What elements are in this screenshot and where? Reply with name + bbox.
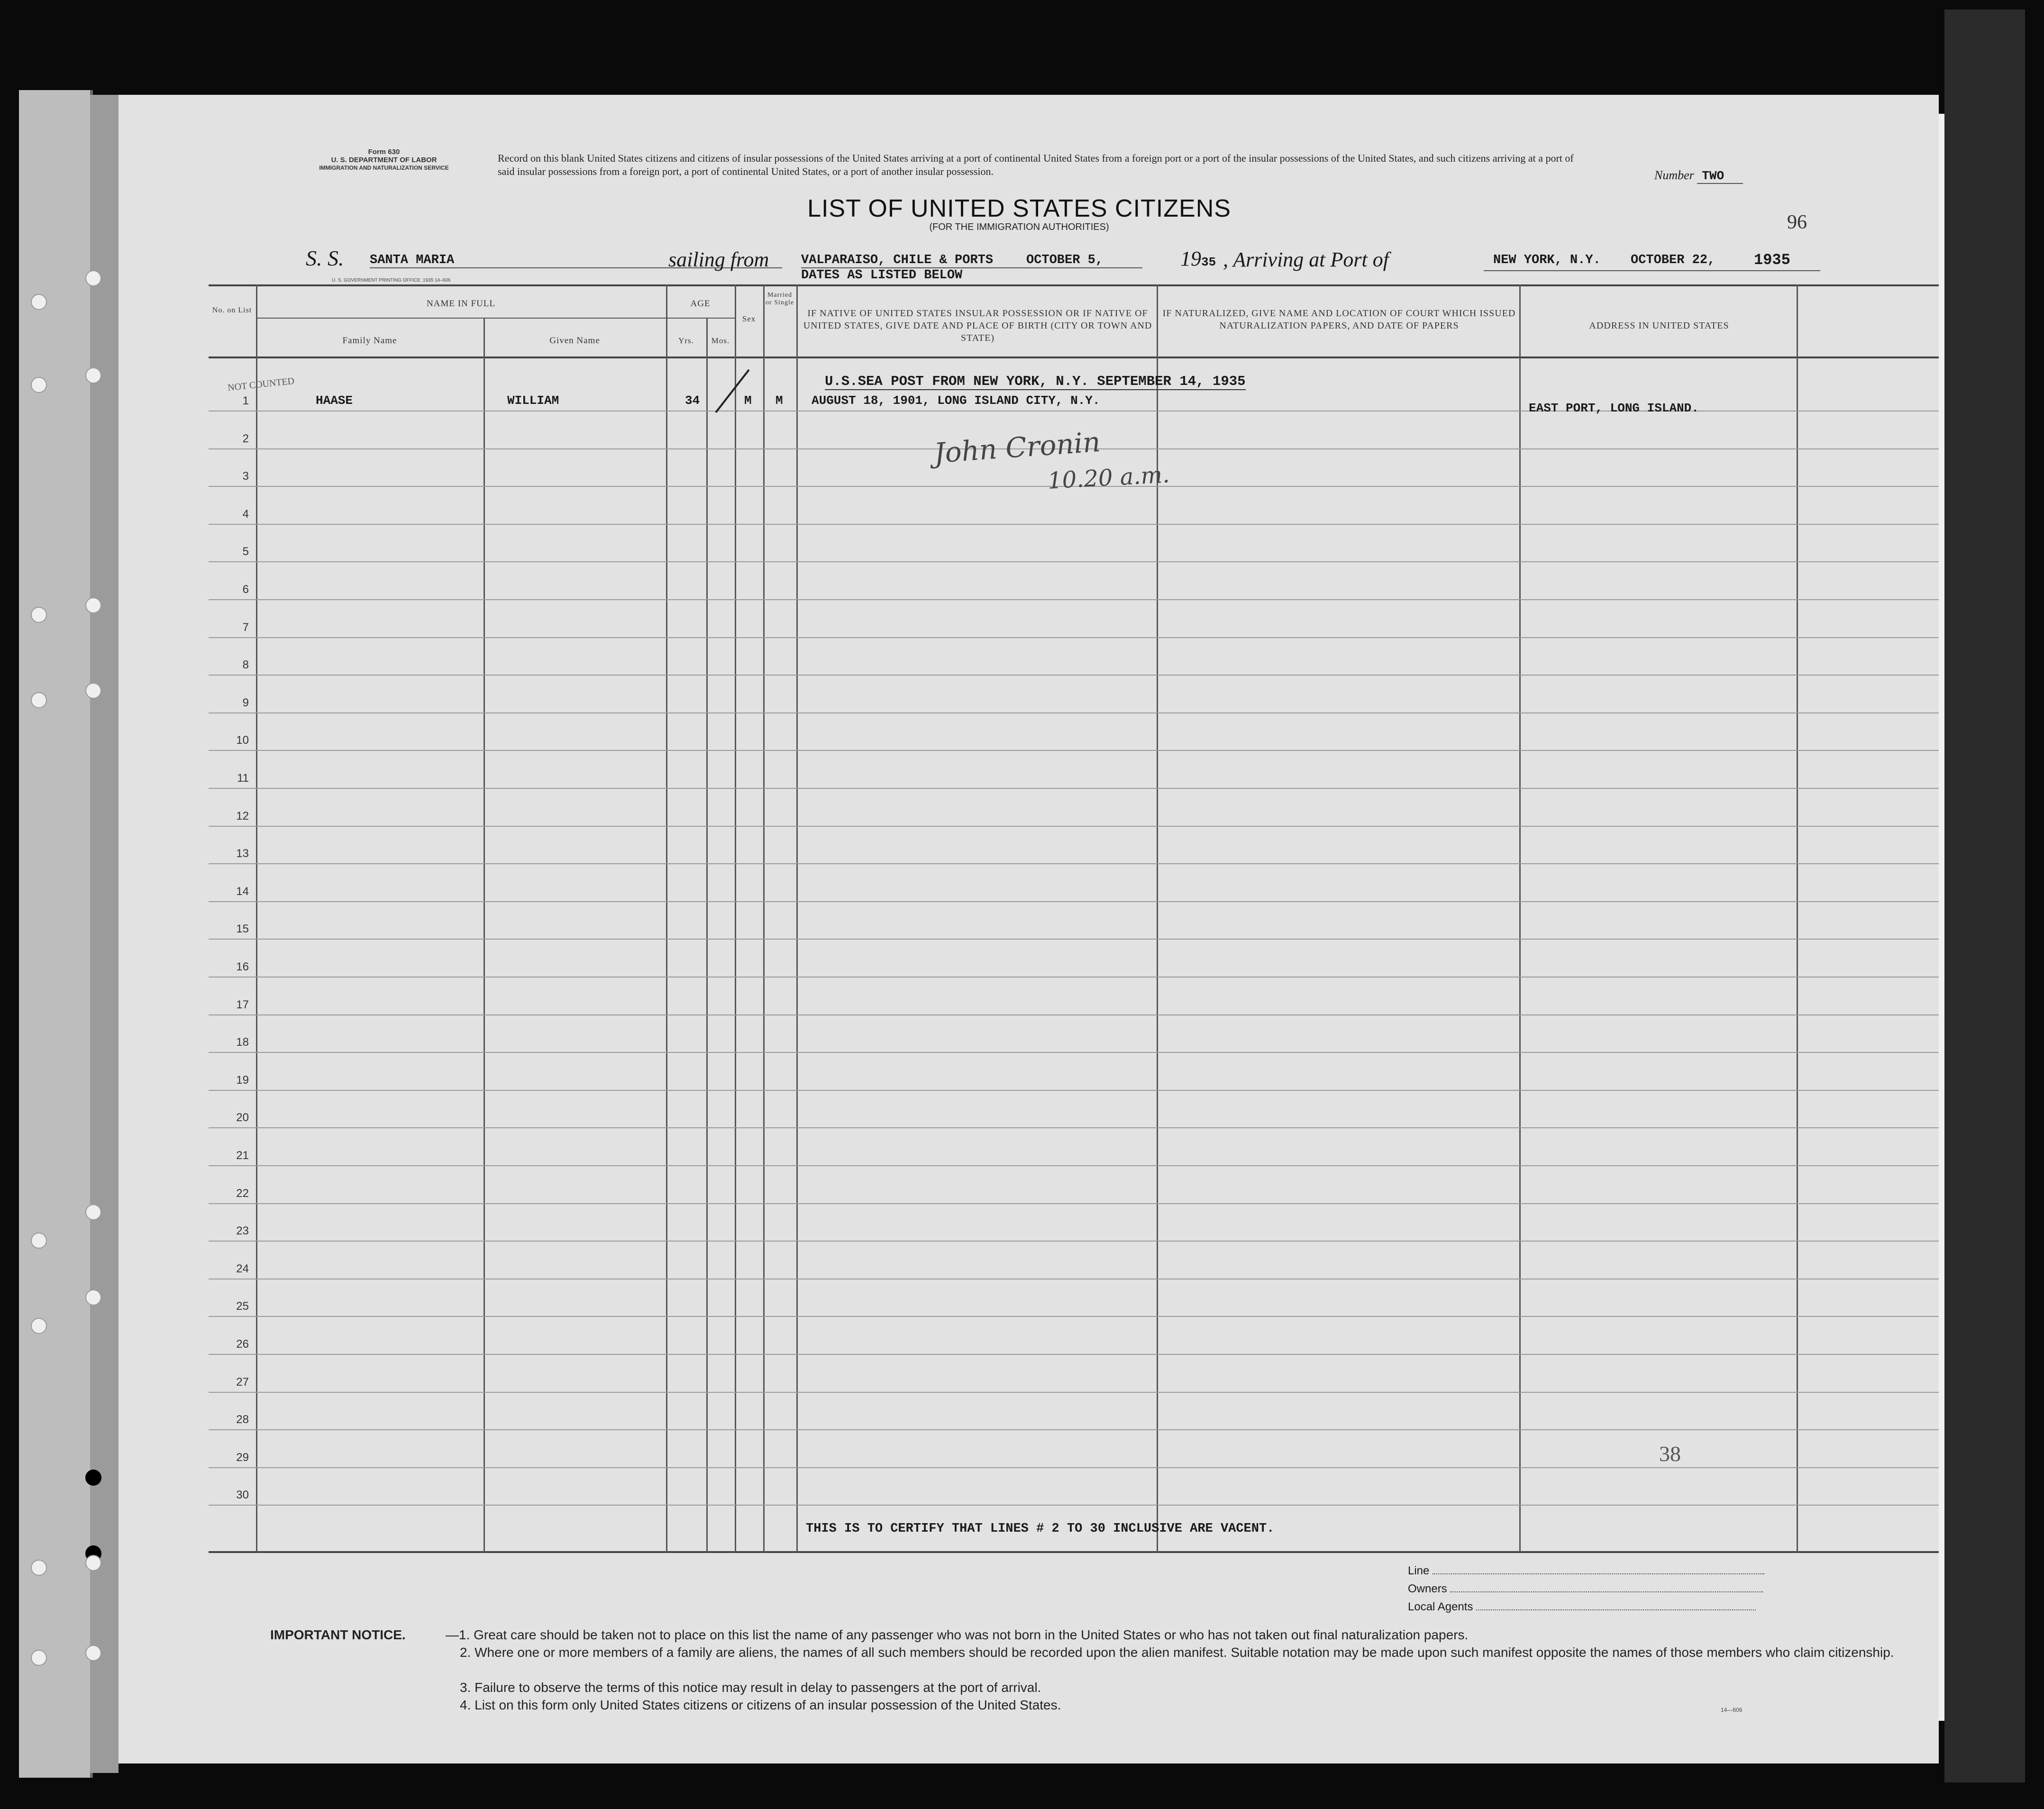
row-rule bbox=[209, 1165, 1939, 1166]
header-naturalized: IF NATURALIZED, GIVE NAME AND LOCATION OF COURT WHICH ISSUED NATURALIZATION PAPERS, AND DATE OF PAPERS bbox=[1162, 308, 1516, 331]
col-line bbox=[735, 284, 736, 1553]
punch-hole bbox=[85, 270, 101, 286]
header-age: AGE bbox=[690, 299, 711, 309]
col-line bbox=[763, 284, 765, 1553]
row-rule bbox=[209, 1241, 1939, 1242]
margin-note: NOT COUNTED bbox=[227, 375, 295, 393]
header-no-on-list: No. on List bbox=[212, 306, 252, 314]
arrival-year: 1935 bbox=[1754, 251, 1790, 269]
page-number: 96 bbox=[1787, 211, 1807, 233]
scanner-edge-right bbox=[1944, 9, 2025, 1782]
row-rule bbox=[209, 901, 1939, 902]
header-married-single: Married or Single bbox=[766, 292, 794, 306]
row-rule bbox=[209, 939, 1939, 940]
punch-hole bbox=[85, 1204, 101, 1220]
row-rule bbox=[209, 1203, 1939, 1204]
arriving-label: , Arriving at Port of bbox=[1223, 248, 1389, 271]
row-number: 12 bbox=[236, 809, 249, 822]
page-title: LIST OF UNITED STATES CITIZENS bbox=[807, 195, 1231, 222]
row-rule bbox=[209, 675, 1939, 676]
footer-line: Line bbox=[1408, 1562, 1764, 1580]
row-number: 20 bbox=[236, 1111, 249, 1124]
row-number: 29 bbox=[236, 1451, 249, 1464]
punch-hole bbox=[31, 1650, 47, 1666]
arrival-port: NEW YORK, N.Y. bbox=[1493, 253, 1601, 267]
signature: John Cronin bbox=[933, 425, 1102, 470]
row1-marital: M bbox=[776, 393, 783, 408]
punch-hole bbox=[31, 377, 47, 393]
row-number: 7 bbox=[242, 621, 249, 634]
row-rule bbox=[209, 1354, 1939, 1355]
row-rule bbox=[209, 524, 1939, 525]
sailing-year-field bbox=[1180, 247, 1216, 271]
ss-label: S. S. bbox=[306, 246, 344, 270]
arrival-underline bbox=[1484, 270, 1820, 271]
sailing-from-line2: DATES AS LISTED BELOW bbox=[801, 268, 963, 283]
department-name: U. S. DEPARTMENT OF LABOR bbox=[331, 156, 437, 164]
sailing-date: OCTOBER 5, bbox=[1026, 253, 1104, 267]
row-rule bbox=[209, 1127, 1939, 1128]
col-line bbox=[706, 318, 708, 1553]
row-rule bbox=[209, 1090, 1939, 1091]
row-number: 5 bbox=[242, 545, 249, 558]
row-number: 3 bbox=[242, 470, 249, 483]
row-rule bbox=[209, 1014, 1939, 1015]
punch-hole bbox=[85, 367, 101, 384]
row-rule bbox=[209, 1429, 1939, 1430]
page-subtitle: (FOR THE IMMIGRATION AUTHORITIES) bbox=[929, 222, 1109, 232]
handwritten-time: 10.20 a.m. bbox=[1047, 461, 1170, 494]
punch-hole bbox=[31, 1560, 47, 1576]
number-field bbox=[1654, 168, 1743, 183]
col-line bbox=[796, 284, 798, 1553]
row-number: 17 bbox=[236, 998, 249, 1011]
punch-hole bbox=[85, 597, 101, 613]
col-line bbox=[256, 284, 257, 1553]
row-number: 25 bbox=[236, 1300, 249, 1313]
header-mos: Mos. bbox=[711, 336, 730, 345]
row-number: 2 bbox=[242, 432, 249, 445]
row-rule bbox=[209, 1505, 1939, 1506]
notice-form-code: 14—606 bbox=[1721, 1707, 1743, 1713]
row1-birth: AUGUST 18, 1901, LONG ISLAND CITY, N.Y. bbox=[812, 393, 1100, 408]
year-prefix: 19 bbox=[1180, 247, 1201, 270]
row-number: 19 bbox=[236, 1073, 249, 1087]
punch-hole bbox=[31, 607, 47, 623]
row1-address: EAST PORT, LONG ISLAND. bbox=[1529, 401, 1699, 415]
row-number: 24 bbox=[236, 1262, 249, 1275]
table-bottom-rule bbox=[209, 1551, 1939, 1553]
row-rule bbox=[209, 1316, 1939, 1317]
form-number: Form 630 bbox=[368, 148, 400, 156]
row-rule bbox=[209, 863, 1939, 864]
sailing-from: VALPARAISO, CHILE & PORTS bbox=[801, 253, 1142, 268]
row-rule bbox=[209, 750, 1939, 751]
table-header-rule bbox=[209, 356, 1939, 358]
row-number: 10 bbox=[236, 734, 249, 747]
row-number: 27 bbox=[236, 1375, 249, 1389]
row-number: 26 bbox=[236, 1338, 249, 1351]
header-address: ADDRESS IN UNITED STATES bbox=[1589, 320, 1729, 331]
instructions-text: Record on this blank United States citizens and citizens of insular possessions of the United States arriving at a port of continental United States from a foreign port or a port of the insular possessions of the United States, and such citizens arriving at a port of said insular possessions from a foreign port, a port of continental United States, or a port of another insular possession. bbox=[498, 152, 1574, 177]
notice-item-1: —1. Great care should be taken not to place on this list the name of any passenger who was not born in the United States or who has not taken out final naturalization papers. bbox=[446, 1627, 1469, 1642]
header-yrs: Yrs. bbox=[678, 336, 694, 345]
arrival-date: OCTOBER 22, bbox=[1631, 253, 1716, 267]
row-number: 14 bbox=[236, 885, 249, 898]
ship-name: SANTA MARIA bbox=[370, 253, 782, 268]
header-sex: Sex bbox=[742, 314, 756, 323]
notice-item-3: 3. Failure to observe the terms of this notice may result in delay to passengers at the port of arrival. bbox=[460, 1680, 1041, 1695]
punch-hole bbox=[31, 1318, 47, 1334]
punch-hole bbox=[31, 294, 47, 310]
sailing-year: 35 bbox=[1201, 255, 1216, 269]
row-rule bbox=[209, 599, 1939, 600]
check-mark bbox=[711, 365, 754, 417]
number-value: TWO bbox=[1697, 169, 1743, 184]
certification-text: THIS IS TO CERTIFY THAT LINES # 2 TO 30 INCLUSIVE ARE VACENT. bbox=[806, 1522, 1275, 1536]
col-line bbox=[484, 318, 485, 1553]
row-number: 11 bbox=[237, 772, 249, 785]
sailing-label: sailing from bbox=[668, 248, 769, 271]
row-rule bbox=[209, 977, 1939, 978]
punch-hole bbox=[85, 1470, 101, 1486]
row-number: 9 bbox=[242, 696, 249, 709]
sea-post-note: U.S.SEA POST FROM NEW YORK, N.Y. SEPTEMBER 14, 1935 bbox=[825, 374, 1246, 389]
subheader-rule bbox=[256, 318, 735, 319]
footer-fields bbox=[1408, 1562, 1764, 1616]
col-line bbox=[1797, 284, 1798, 1553]
row-number: 13 bbox=[236, 847, 249, 860]
service-name: IMMIGRATION AND NATURALIZATION SERVICE bbox=[319, 164, 449, 171]
notice-item-2: 2. Where one or more members of a family are aliens, the names of all such members should be recorded upon the alien manifest. Suitable notation may be made upon such manifest opposite the names of those members who claim citizenship. bbox=[460, 1645, 1894, 1660]
manifest-page bbox=[119, 95, 1939, 1763]
notice-heading: IMPORTANT NOTICE. bbox=[270, 1627, 406, 1642]
punch-hole bbox=[85, 1645, 101, 1661]
punch-hole bbox=[85, 683, 101, 699]
row-number: 28 bbox=[236, 1413, 249, 1426]
header-birth: IF NATIVE OF UNITED STATES INSULAR POSSESSION OR IF NATIVE OF UNITED STATES, GIVE DATE AND PLACE OF BIRTH (CITY OR TOWN AND STATE) bbox=[803, 308, 1152, 343]
stamp-number: 38 bbox=[1659, 1442, 1681, 1466]
footer-local-agents: Local Agents bbox=[1408, 1598, 1764, 1616]
col-line bbox=[1519, 284, 1521, 1553]
punch-hole bbox=[31, 1233, 47, 1249]
row1-given-name: WILLIAM bbox=[507, 393, 559, 408]
row1-sex: M bbox=[744, 393, 752, 408]
row-rule bbox=[209, 788, 1939, 789]
printing-office: U. S. GOVERNMENT PRINTING OFFICE: 1935 14–606 bbox=[332, 278, 451, 283]
form-info bbox=[308, 148, 460, 172]
row-rule bbox=[209, 637, 1939, 638]
row-number: 23 bbox=[236, 1224, 249, 1238]
row-number: 21 bbox=[236, 1149, 249, 1162]
row-number: 8 bbox=[242, 658, 249, 672]
row-number: 18 bbox=[236, 1036, 249, 1049]
header-family-name: Family Name bbox=[342, 336, 397, 346]
row-rule bbox=[209, 1052, 1939, 1053]
row-number: 22 bbox=[236, 1187, 249, 1200]
row-rule bbox=[209, 1392, 1939, 1393]
footer-owners: Owners bbox=[1408, 1580, 1764, 1598]
row1-family-name: HAASE bbox=[316, 393, 353, 408]
binder-edge bbox=[19, 90, 93, 1778]
row-number: 1 bbox=[242, 394, 249, 407]
row-rule bbox=[209, 826, 1939, 827]
row-rule bbox=[209, 561, 1939, 562]
punch-hole bbox=[85, 1555, 101, 1571]
notice-item-4: 4. List on this form only United States citizens or citizens of an insular possession of the United States. bbox=[460, 1698, 1061, 1712]
row-number: 4 bbox=[242, 507, 249, 521]
binder-spine bbox=[90, 95, 119, 1773]
row-number: 16 bbox=[236, 960, 249, 973]
punch-hole bbox=[31, 692, 47, 708]
row1-age-years: 34 bbox=[685, 393, 700, 408]
col-line bbox=[666, 284, 667, 1553]
row-rule bbox=[209, 1467, 1939, 1468]
punch-hole bbox=[85, 1289, 101, 1306]
number-label: Number bbox=[1654, 168, 1694, 182]
header-name-in-full: NAME IN FULL bbox=[427, 299, 495, 309]
row-number: 6 bbox=[242, 583, 249, 596]
table-top-rule bbox=[209, 284, 1939, 286]
row-number: 30 bbox=[236, 1489, 249, 1502]
row-number: 15 bbox=[236, 923, 249, 936]
header-given-name: Given Name bbox=[549, 336, 600, 346]
